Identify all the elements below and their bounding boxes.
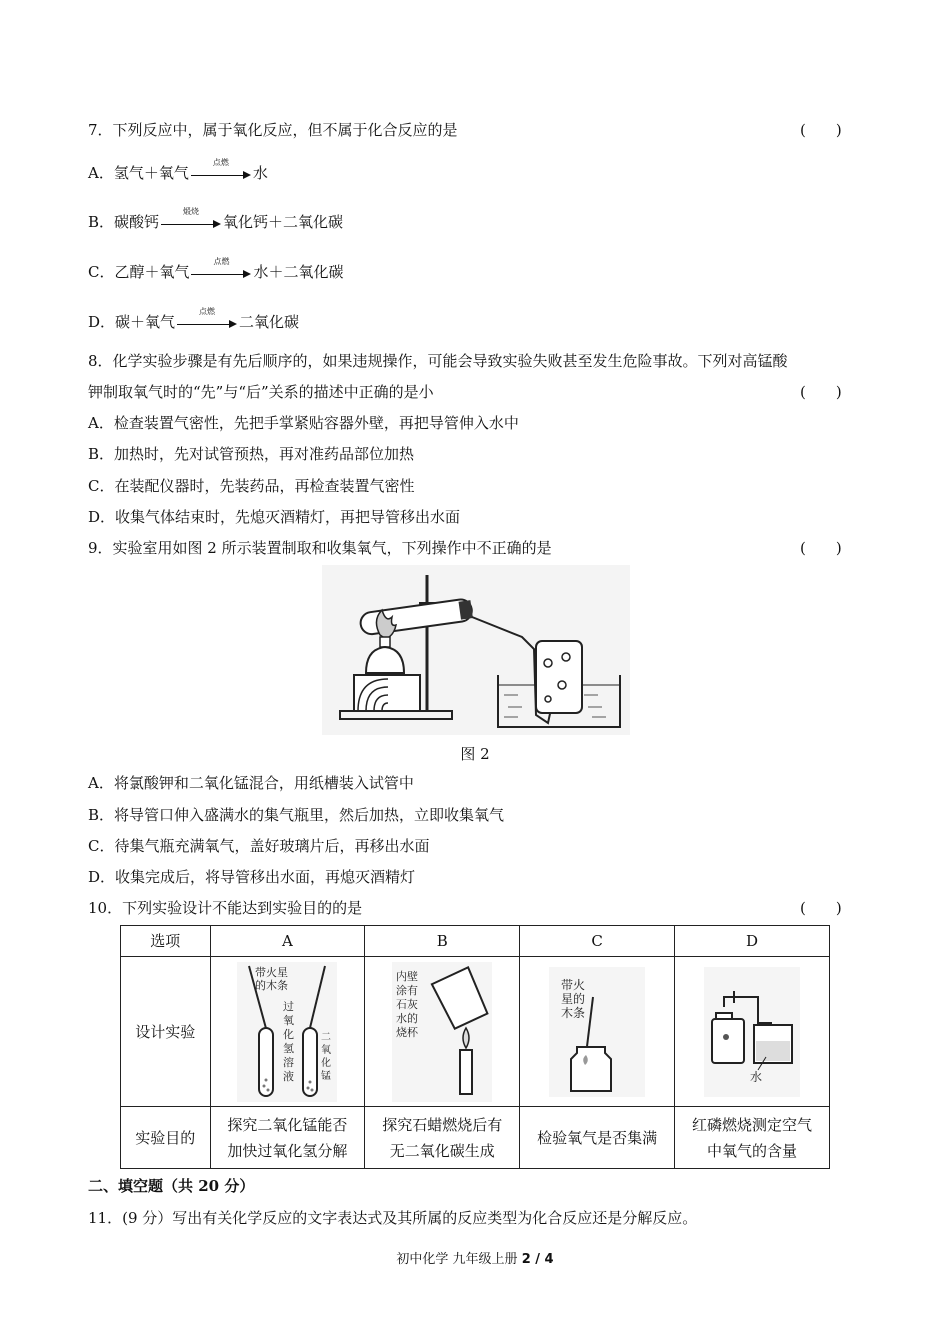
reaction-arrow <box>177 307 237 330</box>
q8-bracket: ( ) <box>800 383 842 401</box>
q9-option-a: A．将氯酸钾和二氧化锰混合，用纸槽装入试管中 <box>88 774 414 792</box>
header-cell: 选项 <box>121 926 211 957</box>
reaction-condition: 点燃 <box>199 307 216 316</box>
label-text: 水 <box>750 1069 763 1084</box>
label-text: 液 <box>283 1069 295 1083</box>
test-tubes-diagram <box>237 962 337 1102</box>
q9-bracket: ( ) <box>800 539 842 557</box>
purpose-line: 中氧气的含量 <box>707 1141 798 1160</box>
q7-option-b-products: 氧化钙＋二氧化碳 <box>223 213 344 231</box>
label-text: 溶 <box>283 1055 295 1069</box>
purpose-line: 探究二氧化锰能否 <box>227 1115 348 1134</box>
oxygen-apparatus-figure <box>322 565 630 735</box>
q7-option-c-products: 水＋二氧化碳 <box>253 263 344 281</box>
table-row-design <box>121 957 830 1107</box>
label-text: 二 <box>321 1031 332 1043</box>
purpose-line: 探究石蜡燃烧后有 <box>382 1115 503 1134</box>
label-text: 化 <box>321 1057 332 1069</box>
label-text: 涂有 <box>396 983 419 997</box>
q7-option-d-products: 二氧化碳 <box>239 313 300 331</box>
design-cell-d <box>675 957 830 1107</box>
q9-stem: 9．实验室用如图 2 所示装置制取和收集氧气，下列操作中不正确的是 <box>88 539 552 557</box>
label-text: 带火星 <box>255 965 289 979</box>
purpose-cell-b <box>365 1107 520 1169</box>
q7-option-c <box>88 257 344 283</box>
header-cell: A <box>210 926 365 957</box>
label-text: 过 <box>283 999 295 1013</box>
design-cell-a <box>210 957 365 1107</box>
page-footer <box>0 1248 950 1267</box>
figure-caption: 图 2 <box>460 745 490 763</box>
label-text: 的木条 <box>255 978 289 992</box>
gas-bottle-diagram <box>549 967 645 1097</box>
label-text: 带火 <box>561 977 586 992</box>
purpose-cell-d <box>675 1107 830 1169</box>
reaction-arrow <box>191 257 251 280</box>
apparatus-drawing <box>322 565 630 735</box>
footer-page-number: 2 / 4 <box>521 1252 554 1267</box>
q7-option-a-products: 水 <box>252 164 268 182</box>
purpose-line: 无二氧化碳生成 <box>389 1141 495 1160</box>
purpose-line: 加快过氧化氢分解 <box>227 1141 348 1160</box>
label-text: 氧 <box>283 1013 295 1027</box>
q10-bracket: ( ) <box>800 899 842 917</box>
reaction-condition: 点燃 <box>212 158 229 167</box>
q9-option-b: B．将导管口伸入盛满水的集气瓶里，然后加热，立即收集氧气 <box>88 806 505 824</box>
purpose-line: 红磷燃烧测定空气 <box>692 1115 813 1134</box>
purpose-cell-c <box>520 1107 675 1169</box>
experiment-table <box>120 925 830 1169</box>
q8-option-d: D．收集气体结束时，先熄灭酒精灯，再把导管移出水面 <box>88 508 461 526</box>
label-text: 氧 <box>321 1044 332 1056</box>
purpose-line: 检验氧气是否集满 <box>537 1128 658 1147</box>
q7-option-c-reactants: C．乙醇＋氧气 <box>88 263 190 281</box>
label-text: 氢 <box>283 1041 295 1055</box>
q9-option-c: C．待集气瓶充满氧气，盖好玻璃片后，再移出水面 <box>88 837 430 855</box>
label-text: 星的 <box>561 991 586 1006</box>
q8-option-a: A．检查装置气密性，先把手掌紧贴容器外壁，再把导管伸入水中 <box>88 414 519 432</box>
q7-bracket: ( ) <box>800 121 842 139</box>
label-text: 木条 <box>561 1005 586 1020</box>
q7-option-b <box>88 207 344 233</box>
q7-stem: 7．下列反应中，属于氧化反应，但不属于化合反应的是 <box>88 121 458 139</box>
q8-stem-line2: 钾制取氧气时的“先”与“后”关系的描述中正确的是小 <box>88 383 434 401</box>
reaction-arrow <box>161 207 221 230</box>
row-label-design: 设计实验 <box>121 957 211 1107</box>
q10-stem: 10．下列实验设计不能达到实验目的的是 <box>88 899 363 917</box>
label-text: 化 <box>283 1027 295 1041</box>
design-cell-c <box>520 957 675 1107</box>
phosphorus-apparatus-diagram <box>704 967 800 1097</box>
header-cell: C <box>520 926 675 957</box>
q7-option-d-reactants: D．碳＋氧气 <box>88 313 176 331</box>
reaction-arrow <box>191 158 251 181</box>
q9-option-d: D．收集完成后，将导管移出水面，再熄灭酒精灯 <box>88 868 416 886</box>
row-label-purpose: 实验目的 <box>121 1107 211 1169</box>
reaction-condition: 煅烧 <box>183 207 200 216</box>
label-text: 烧杯 <box>396 1025 419 1039</box>
label-text: 水的 <box>396 1011 419 1025</box>
candle-beaker-diagram <box>392 962 492 1102</box>
q8-option-b: B．加热时，先对试管预热，再对准药品部位加热 <box>88 445 415 463</box>
q11-stem: 11．(9 分）写出有关化学反应的文字表达式及其所属的反应类型为化合反应还是分解反应。 <box>88 1209 698 1227</box>
table-header-row <box>121 926 830 957</box>
q7-option-a <box>88 158 268 184</box>
header-cell: B <box>365 926 520 957</box>
section-title: 二、填空题（共 20 分） <box>88 1177 255 1195</box>
reaction-condition: 点燃 <box>213 257 230 266</box>
q7-option-a-reactants: A．氢气＋氧气 <box>88 164 189 182</box>
purpose-cell-a <box>210 1107 365 1169</box>
label-text: 石灰 <box>396 997 419 1011</box>
q8-stem-line1: 8．化学实验步骤是有先后顺序的，如果违规操作，可能会导致实验失败甚至发生危险事故。下列对高锰酸 <box>88 352 788 370</box>
header-cell: D <box>675 926 830 957</box>
q7-option-d <box>88 307 300 333</box>
label-text: 内壁 <box>396 969 419 983</box>
table-row-purpose <box>121 1107 830 1169</box>
q8-option-c: C．在装配仪器时，先装药品，再检查装置气密性 <box>88 477 415 495</box>
q7-option-b-reactants: B．碳酸钙 <box>88 213 160 231</box>
footer-subject: 初中化学 九年级上册 <box>396 1252 518 1267</box>
label-text: 锰 <box>321 1070 332 1082</box>
design-cell-b <box>365 957 520 1107</box>
